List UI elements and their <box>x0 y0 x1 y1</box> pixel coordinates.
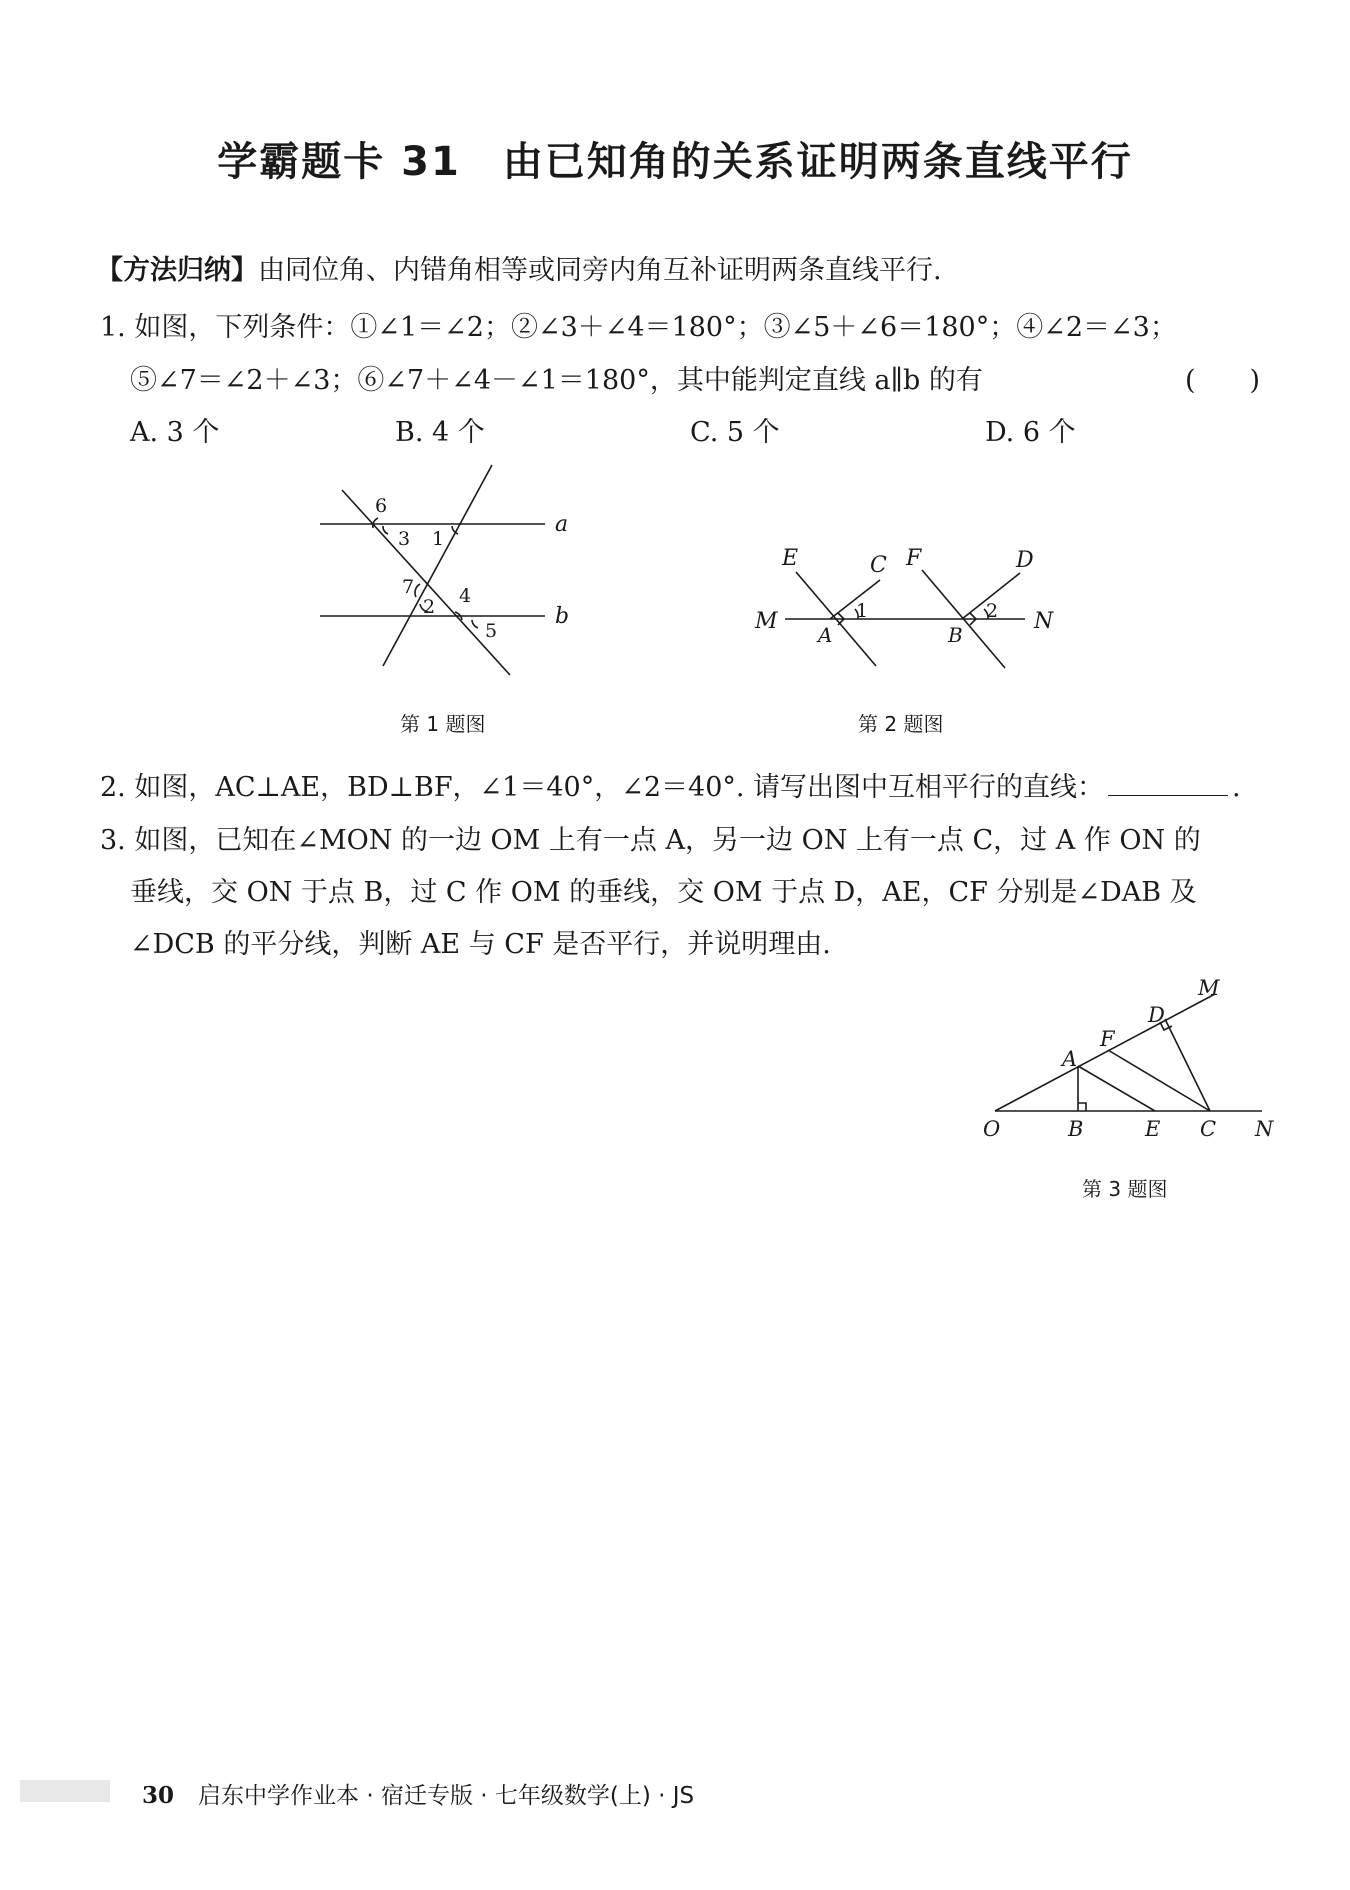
q3-line1: 3. 如图，已知在∠MON 的一边 OM 上有一点 A，另一边 ON 上有一点 C，过 A 作 ON 的 <box>100 825 1201 856</box>
fig3-label-o: O <box>983 1117 1001 1141</box>
q1-option-a: A. 3 个 <box>130 417 220 448</box>
q2-end: . <box>1232 772 1241 803</box>
fig1-label-6: 6 <box>375 495 388 517</box>
fig1-label-1: 1 <box>432 528 445 550</box>
fig2-label-1: 1 <box>856 600 869 622</box>
fig2-label-2: 2 <box>986 600 999 622</box>
q1-answer-paren: ( ) <box>1185 365 1261 396</box>
fig1-label-a: a <box>555 512 569 537</box>
q1-option-c: C. 5 个 <box>690 417 780 448</box>
fig2-label-n: N <box>1034 609 1054 634</box>
q3-line3: ∠DCB 的平分线，判断 AE 与 CF 是否平行，并说明理由. <box>130 929 831 960</box>
fig1-label-5: 5 <box>485 620 498 642</box>
fig2-label-c: C <box>870 553 887 578</box>
fig2-label-b: B <box>948 623 963 647</box>
page-number: 30 <box>142 1782 175 1809</box>
fig1-label-b: b <box>555 604 570 629</box>
fig3-label-c: C <box>1200 1117 1217 1141</box>
q1-option-b: B. 4 个 <box>395 417 485 448</box>
fig2-caption: 第 2 题图 <box>858 712 944 736</box>
fig3-label-a: A <box>1062 1047 1078 1071</box>
page-title: 学霸题卡 31 由已知角的关系证明两条直线平行 <box>217 139 1133 185</box>
fig1-caption: 第 1 题图 <box>400 712 486 736</box>
q2-question: 2. 如图，AC⊥AE，BD⊥BF，∠1＝40°，∠2＝40°. 请写出图中互相平行的直线： <box>100 772 1105 803</box>
method-tag: 【方法归纳】 <box>96 255 258 286</box>
footer-text: 启东中学作业本 · 宿迁专版 · 七年级数学(上) · JS <box>198 1783 695 1809</box>
fig3-label-f: F <box>1100 1027 1115 1051</box>
fig3-label-b: B <box>1068 1117 1084 1141</box>
fig1-label-4: 4 <box>459 585 472 607</box>
fig2-label-d: D <box>1016 548 1034 573</box>
fig3-label-m: M <box>1198 976 1220 1000</box>
fig2-label-a: A <box>818 623 833 647</box>
fig2-label-e: E <box>782 546 799 571</box>
fig2-label-f: F <box>906 546 922 571</box>
fig1-label-2: 2 <box>423 596 436 618</box>
q1-option-d: D. 6 个 <box>985 417 1076 448</box>
fig3-caption: 第 3 题图 <box>1082 1177 1168 1201</box>
footer-decoration <box>20 1780 110 1802</box>
fig3-label-n: N <box>1255 1117 1274 1141</box>
fig3-right-angle-b <box>1078 1103 1086 1111</box>
fig3-label-e: E <box>1145 1117 1161 1141</box>
fig3-segment-ae <box>1078 1066 1155 1111</box>
q1-line1: 1. 如图，下列条件：①∠1＝∠2；②∠3＋∠4＝180°；③∠5＋∠6＝180°；④∠2＝∠3； <box>100 312 1177 343</box>
q3-line2: 垂线，交 ON 于点 B，过 C 作 OM 的垂线，交 OM 于点 D，AE，CF 分别是∠DAB 及 <box>130 877 1197 908</box>
fig3-label-d: D <box>1148 1003 1165 1027</box>
fig1-label-7: 7 <box>402 576 415 598</box>
q1-line2: ⑤∠7＝∠2＋∠3；⑥∠7＋∠4－∠1＝180°，其中能判定直线 a∥b 的有 <box>130 365 983 396</box>
page-footer <box>142 1777 694 1810</box>
method-text: 由同位角、内错角相等或同旁内角互补证明两条直线平行. <box>258 255 942 286</box>
fig2-label-m: M <box>755 609 778 634</box>
fig1-label-3: 3 <box>398 528 411 550</box>
